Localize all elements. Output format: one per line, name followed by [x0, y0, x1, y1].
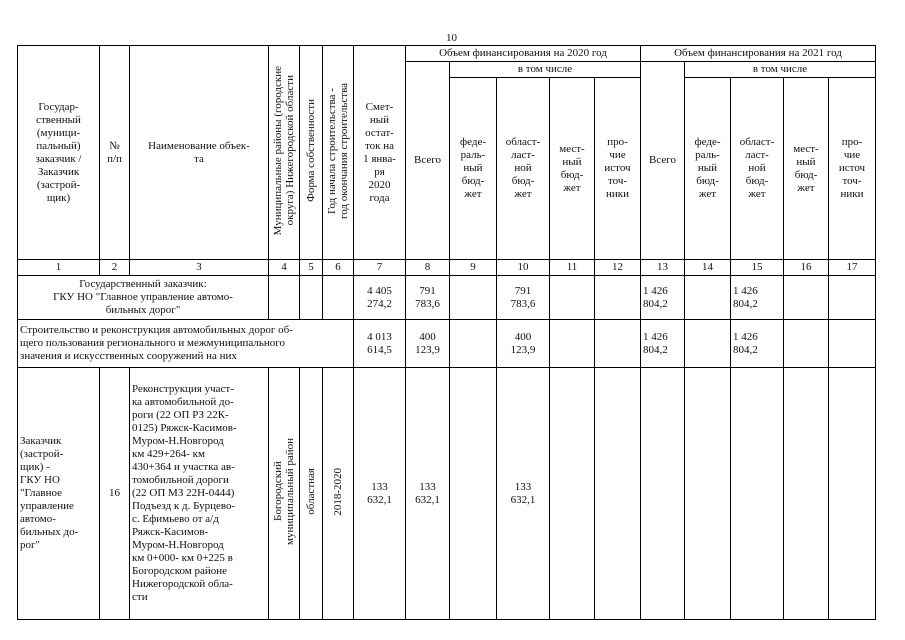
construction-total-2021: 1 426 804,2 [641, 320, 685, 368]
item-16-row [18, 368, 876, 620]
header-regional-2021: област- ласт- ной бюд- жет [731, 78, 784, 260]
col-num: 9 [450, 260, 497, 276]
state-estimate: 4 405 274,2 [354, 276, 406, 320]
header-incl-2020: в том числе [450, 62, 641, 78]
construction-regional-2021: 1 426 804,2 [731, 320, 784, 368]
financing-table [17, 45, 876, 620]
item-district: Богородский муниципальный район [272, 438, 296, 545]
construction-regional-2020: 400 123,9 [497, 320, 550, 368]
header-fin-2021: Объем финансирования на 2021 год [641, 46, 876, 62]
header-local-2020: мест- ный бюд- жет [550, 78, 595, 260]
col-num: 10 [497, 260, 550, 276]
item-ownership-cell [300, 368, 323, 620]
state-total-2021: 1 426 804,2 [641, 276, 685, 320]
item-district-cell [269, 368, 300, 620]
column-number-row [18, 260, 876, 276]
col-num: 3 [130, 260, 269, 276]
col-num: 14 [685, 260, 731, 276]
header-district-cell [269, 46, 300, 260]
col-num: 1 [18, 260, 100, 276]
header-customer: Государ- ственный (муници- пальный) заказчик / Заказчик (застрой- щик) [18, 46, 100, 260]
header-years: Год начала строительства - год окончания строительства [326, 82, 350, 219]
page-number: 10 [446, 32, 457, 44]
header-years-cell [323, 46, 354, 260]
header-federal-2020: феде- раль- ный бюд- жет [450, 78, 497, 260]
header-ownership-cell [300, 46, 323, 260]
col-num: 16 [784, 260, 829, 276]
state-customer-row [18, 276, 876, 320]
col-num: 15 [731, 260, 784, 276]
construction-row [18, 320, 876, 368]
header-total-2021: Всего [641, 62, 685, 260]
header-regional-2020: област- ласт- ной бюд- жет [497, 78, 550, 260]
header-total-2020: Всего [406, 62, 450, 260]
col-num: 7 [354, 260, 406, 276]
item-num: 16 [100, 368, 130, 620]
header-fin-2020: Объем финансирования на 2020 год [406, 46, 641, 62]
state-total-2020: 791 783,6 [406, 276, 450, 320]
header-ownership: Форма собственности [305, 99, 317, 202]
col-num: 4 [269, 260, 300, 276]
col-num: 12 [595, 260, 641, 276]
header-federal-2021: феде- раль- ный бюд- жет [685, 78, 731, 260]
construction-estimate: 4 013 614,5 [354, 320, 406, 368]
header-estimate: Смет- ный остат- ток на 1 янва- ря 2020 года [354, 46, 406, 260]
col-num: 2 [100, 260, 130, 276]
item-total-2020: 133 632,1 [406, 368, 450, 620]
header-other-2020: про- чие источ точ- ники [595, 78, 641, 260]
col-num: 13 [641, 260, 685, 276]
header-incl-2021: в том числе [685, 62, 876, 78]
item-regional-2020: 133 632,1 [497, 368, 550, 620]
item-name: Реконструкция участ- ка автомобильной до- роги (22 ОП РЗ 22К- 0125) Ряжск-Касимов- Муром-Н.Новгород км 429+264- км 430+364 и участка ав- томобильной дороги (22 ОП МЗ 22Н-0444) Подъезд к д. Бурцево- с. Ефимьево от а/д Ряжск-Касимов- Муром-Н.Новгород км 0+000- км 0+225 в Богородском районе Нижегородской обла- сти [130, 368, 269, 620]
item-customer: Заказчик (застрой- щик) - ГКУ НО "Главное управление автомо- бильных до- рог" [18, 368, 100, 620]
header-object-name: Наименование объек- та [130, 46, 269, 260]
item-estimate: 133 632,1 [354, 368, 406, 620]
state-regional-2020: 791 783,6 [497, 276, 550, 320]
construction-label: Строительство и реконструкция автомобильных дорог об- щего пользования регионального и межмуниципального значения и искусственных сооружений на них [18, 320, 354, 368]
col-num: 6 [323, 260, 354, 276]
col-num: 11 [550, 260, 595, 276]
header-other-2021: про- чие источ точ- ники [829, 78, 876, 260]
item-years-cell [323, 368, 354, 620]
construction-total-2020: 400 123,9 [406, 320, 450, 368]
state-regional-2021: 1 426 804,2 [731, 276, 784, 320]
header-district: Муниципальные районы (городские округа) Нижегородской области [272, 65, 296, 236]
item-ownership: областная [305, 468, 317, 515]
col-num: 8 [406, 260, 450, 276]
header-num: № п/п [100, 46, 130, 260]
col-num: 17 [829, 260, 876, 276]
header-local-2021: мест- ный бюд- жет [784, 78, 829, 260]
col-num: 5 [300, 260, 323, 276]
item-years: 2018-2020 [332, 467, 344, 516]
state-customer-label: Государственный заказчик: ГКУ НО "Главное управление автомо- бильных дорог" [18, 276, 269, 320]
